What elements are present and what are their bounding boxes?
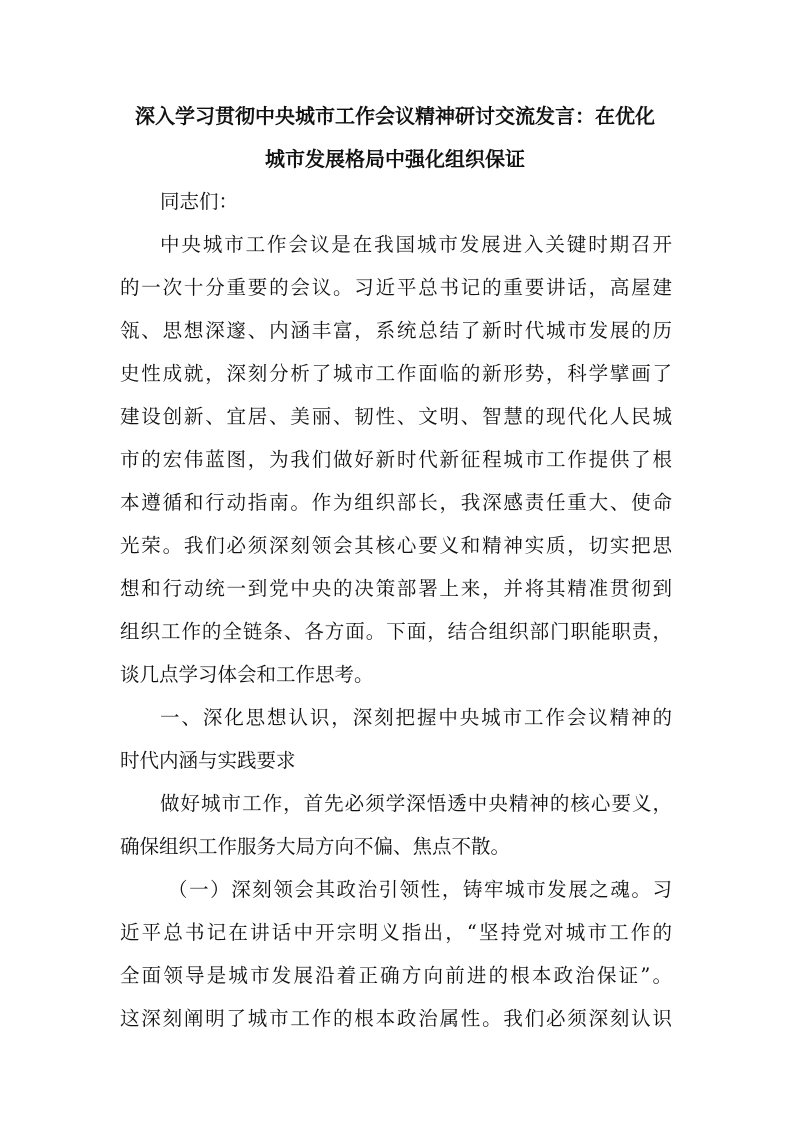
paragraph-line: 组织工作的全链条、各方面。下面，结合组织部门职能职责， xyxy=(120,620,672,643)
paragraph-line: 建设创新、宜居、美丽、韧性、文明、智慧的现代化人民城 xyxy=(120,405,672,428)
paragraph-line: 确保组织工作服务大局方向不偏、焦点不散。 xyxy=(120,835,511,858)
document-title-line-2: 城市发展格局中强化组织保证 xyxy=(265,147,525,171)
paragraph-line: 全面领导是城市发展沿着正确方向前进的根本政治保证”。 xyxy=(120,964,672,987)
section-heading-line: 时代内涵与实践要求 xyxy=(120,749,296,772)
paragraph-line: 市的宏伟蓝图，为我们做好新时代新征程城市工作提供了根 xyxy=(120,448,672,471)
section-heading-line: 一、深化思想认识，深刻把握中央城市工作会议精神的 xyxy=(160,706,672,729)
paragraph-line: 光荣。我们必须深刻领会其核心要义和精神实质，切实把思 xyxy=(120,534,672,557)
salutation: 同志们： xyxy=(160,190,239,213)
paragraph-line: 做好城市工作，首先必须学深悟透中央精神的核心要义， xyxy=(160,792,672,815)
paragraph-line: 谈几点学习体会和工作思考。 xyxy=(120,663,374,686)
paragraph-line: 想和行动统一到党中央的决策部署上来，并将其精准贯彻到 xyxy=(120,577,672,600)
paragraph-line: 史性成就，深刻分析了城市工作面临的新形势，科学擘画了 xyxy=(120,362,672,385)
paragraph-line: 本遵循和行动指南。作为组织部长，我深感责任重大、使命 xyxy=(120,491,672,514)
paragraph-line: 瓴、思想深邃、内涵丰富，系统总结了新时代城市发展的历 xyxy=(120,319,672,342)
paragraph-line: （一）深刻领会其政治引领性，铸牢城市发展之魂。习 xyxy=(168,878,672,901)
paragraph-line: 的一次十分重要的会议。习近平总书记的重要讲话，高屋建 xyxy=(120,276,672,299)
paragraph-line: 中央城市工作会议是在我国城市发展进入关键时期召开 xyxy=(160,233,672,256)
document-title-line-1: 深入学习贯彻中央城市工作会议精神研讨交流发言：在优化 xyxy=(135,104,655,128)
paragraph-line: 这深刻阐明了城市工作的根本政治属性。我们必须深刻认识 xyxy=(120,1007,672,1030)
paragraph-line: 近平总书记在讲话中开宗明义指出，“坚持党对城市工作的 xyxy=(120,921,672,944)
